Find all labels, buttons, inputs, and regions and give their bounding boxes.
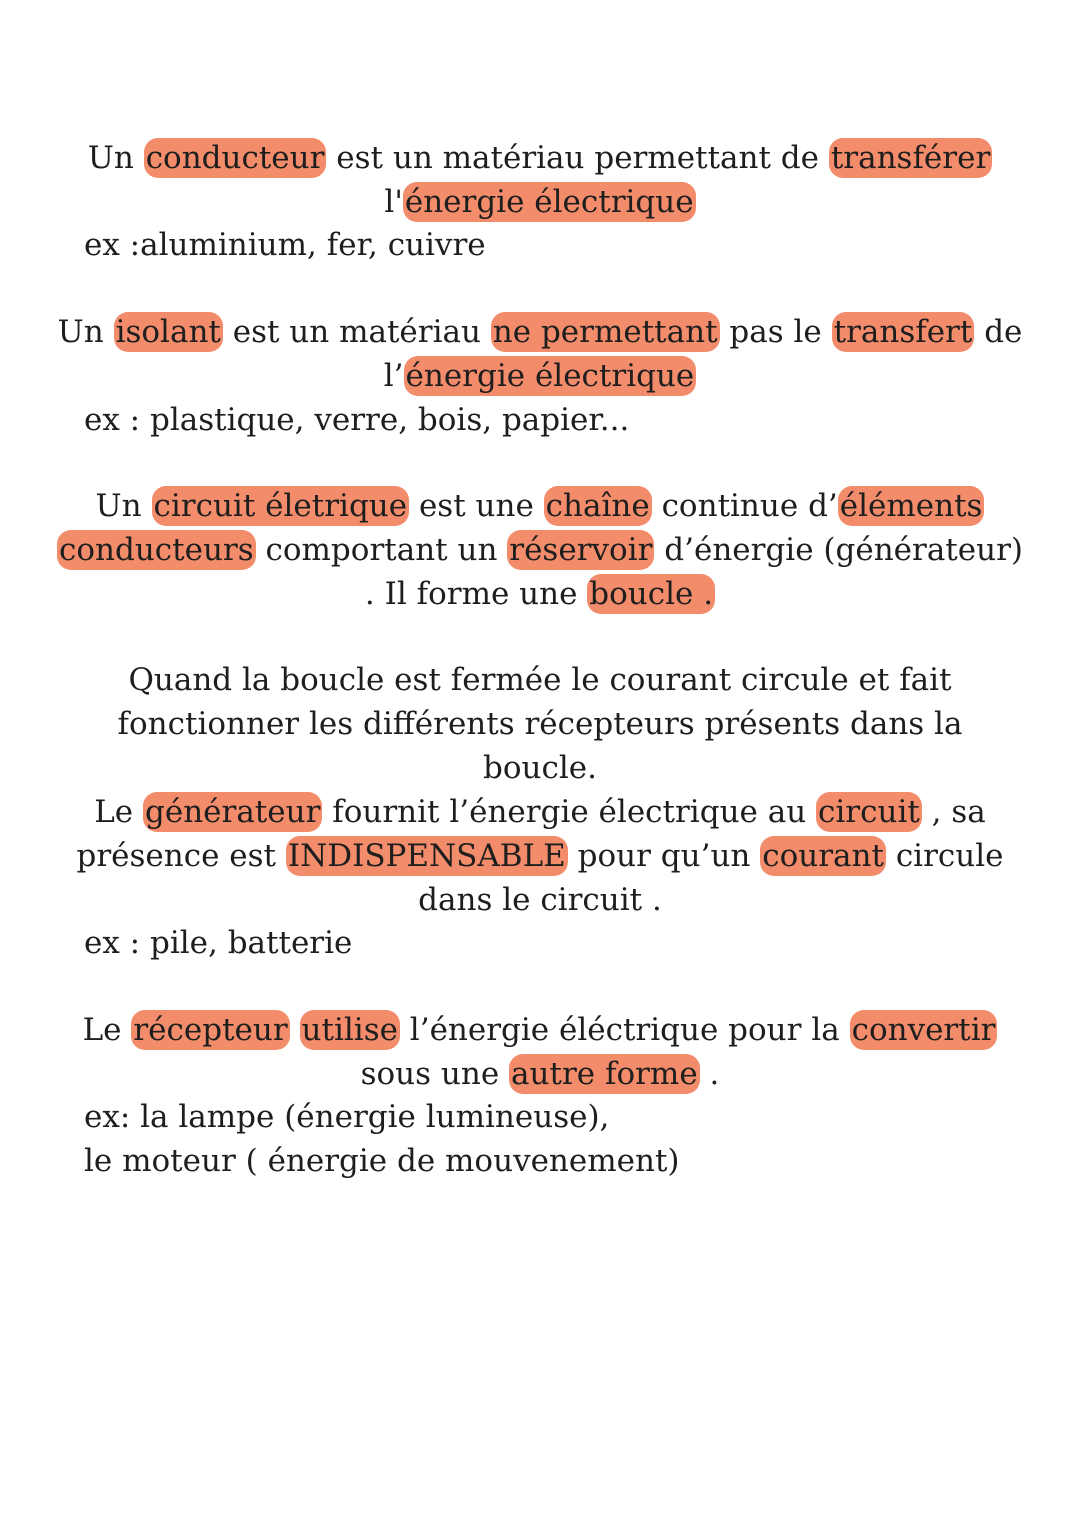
text-line-generateur-3 <box>0 878 1080 922</box>
highlighted-term: réservoir <box>509 532 653 568</box>
highlighted-term: éléments <box>839 488 983 524</box>
text-line-recepteur-1 <box>0 1008 1080 1052</box>
text-segment: circule <box>885 838 1004 874</box>
text-segment: l' <box>384 184 403 220</box>
highlighted-term: INDISPENSABLE <box>287 838 566 874</box>
text-segment: Le <box>94 794 143 830</box>
highlighted-term: transférer <box>830 140 991 176</box>
highlighted-term: utilise <box>301 1012 398 1048</box>
text-line-conducteur-def-1 <box>0 136 1080 180</box>
text-line-generateur-1 <box>0 790 1080 834</box>
text-segment: d’énergie (générateur) <box>654 532 1023 568</box>
text-segment: Le <box>82 1012 132 1048</box>
text-segment: Un <box>87 140 144 176</box>
text-segment: est un matériau <box>222 314 491 350</box>
text-line-circuit-def-3 <box>0 572 1080 616</box>
highlighted-term: conducteur <box>145 140 325 176</box>
highlighted-term: courant <box>762 838 884 874</box>
text-segment: comportant un <box>255 532 508 568</box>
text-segment: présence est <box>76 838 286 874</box>
text-segment: ex: la lampe (énergie lumineuse), <box>84 1099 610 1135</box>
highlighted-term: autre forme <box>511 1056 698 1092</box>
text-segment: Quand la boucle est fermée le courant circule et fait <box>128 662 952 698</box>
text-segment: ex :aluminium, fer, cuivre <box>84 227 486 263</box>
highlighted-term: convertir <box>851 1012 996 1048</box>
text-segment: l’ <box>383 358 404 394</box>
highlighted-term: conducteurs <box>58 532 254 568</box>
text-segment: ex : pile, batterie <box>84 925 353 961</box>
text-line-circuit-def-2 <box>0 528 1080 572</box>
text-segment: pour qu’un <box>567 838 761 874</box>
text-segment: Un <box>95 488 152 524</box>
text-segment: sous une <box>360 1056 510 1092</box>
highlighted-term: ne permettant <box>492 314 718 350</box>
text-line-circuit-def-1 <box>0 484 1080 528</box>
text-line-boucle-2 <box>0 702 1080 746</box>
text-segment: est une <box>409 488 544 524</box>
text-segment: pas le <box>719 314 832 350</box>
text-segment: boucle. <box>483 750 597 786</box>
text-line-boucle-1 <box>0 658 1080 702</box>
highlighted-term: boucle . <box>589 576 714 612</box>
highlighted-term: transfert <box>833 314 973 350</box>
highlighted-term: générateur <box>145 794 321 830</box>
text-line-recepteur-2 <box>0 1052 1080 1096</box>
text-line-isolant-def-1 <box>0 310 1080 354</box>
text-line-boucle-3 <box>0 746 1080 790</box>
text-line-isolant-example <box>84 398 629 442</box>
text-segment: fournit l’énergie électrique au <box>322 794 817 830</box>
text-segment: . <box>699 1056 720 1092</box>
text-segment: , sa <box>921 794 986 830</box>
text-line-conducteur-example <box>84 223 486 267</box>
text-line-generateur-example <box>84 921 352 965</box>
text-line-generateur-2 <box>0 834 1080 878</box>
text-segment: . Il forme une <box>364 576 588 612</box>
highlighted-term: énergie électrique <box>404 184 694 220</box>
text-segment: fonctionner les différents récepteurs présents dans la <box>117 706 963 742</box>
text-line-isolant-def-2 <box>0 354 1080 398</box>
highlighted-term: chaîne <box>545 488 650 524</box>
highlighted-term: circuit <box>818 794 920 830</box>
text-line-recepteur-example-2 <box>84 1139 680 1183</box>
text-segment: dans le circuit . <box>418 882 662 918</box>
text-segment: ex : plastique, verre, bois, papier... <box>84 402 630 438</box>
text-segment: le moteur ( énergie de mouvenement) <box>84 1143 680 1179</box>
text-segment: de <box>974 314 1023 350</box>
highlighted-term: énergie électrique <box>405 358 695 394</box>
text-segment <box>290 1012 300 1048</box>
highlighted-term: isolant <box>115 314 221 350</box>
highlighted-term: récepteur <box>133 1012 288 1048</box>
text-segment: est un matériau permettant de <box>326 140 829 176</box>
text-segment: continue d’ <box>651 488 838 524</box>
text-line-recepteur-example-1 <box>84 1095 609 1139</box>
highlighted-term: circuit életrique <box>153 488 408 524</box>
text-segment: l’énergie éléctrique pour la <box>399 1012 850 1048</box>
text-segment: Un <box>57 314 114 350</box>
text-line-conducteur-def-2 <box>0 180 1080 224</box>
